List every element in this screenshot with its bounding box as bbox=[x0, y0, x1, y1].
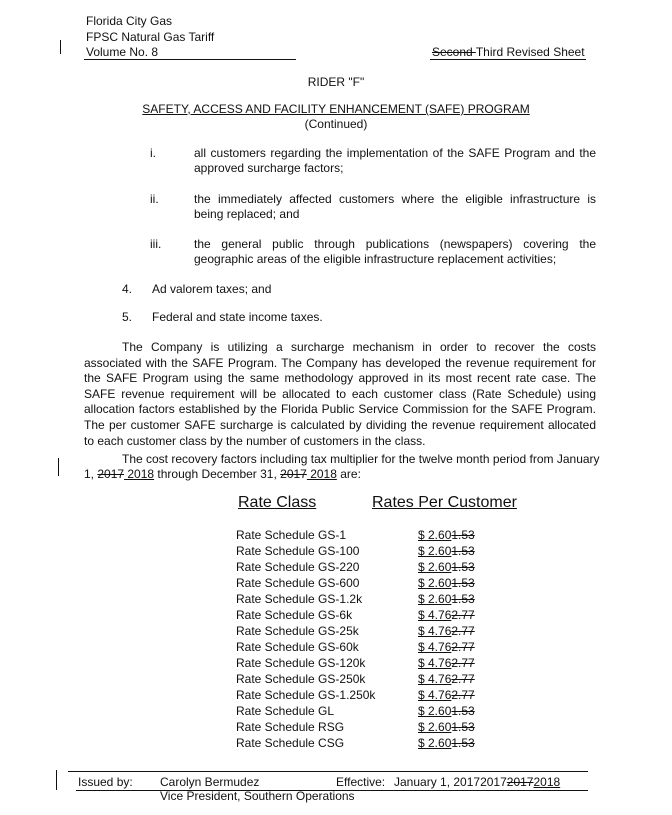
table-row bbox=[236, 656, 486, 672]
rate-new-value: $ 2.60 bbox=[418, 576, 452, 590]
table-row bbox=[236, 592, 486, 608]
rate-new-value: $ 2.60 bbox=[418, 560, 452, 574]
revision-bar-paragraph bbox=[58, 458, 59, 476]
table-row bbox=[236, 736, 486, 752]
table-row bbox=[236, 672, 486, 688]
rate-class-name: Rate Schedule GS-100 bbox=[236, 544, 360, 558]
list-item-number: ii. bbox=[150, 192, 159, 206]
rate-class-name: Rate Schedule GS-250k bbox=[236, 672, 366, 686]
table-row bbox=[236, 560, 486, 576]
table-row bbox=[236, 576, 486, 592]
effective-date-prefix: January 1, 2017 bbox=[394, 775, 481, 789]
list-item-text: Ad valorem taxes; and bbox=[152, 282, 272, 296]
table-row bbox=[236, 608, 486, 624]
rate-new-value: $ 4.76 bbox=[418, 608, 452, 622]
rate-old-value: 1.53 bbox=[451, 720, 475, 734]
continued-label: (Continued) bbox=[304, 117, 368, 131]
rate-old-value: 1.53 bbox=[451, 592, 475, 606]
rates-per-customer-header: Rates Per Customer bbox=[372, 494, 517, 511]
rate-old-value: 2.77 bbox=[451, 640, 475, 654]
revision-bar-footer bbox=[56, 770, 57, 790]
table-row bbox=[236, 688, 486, 704]
issuer-name: Carolyn Bermudez bbox=[160, 775, 260, 789]
rate-old-value: 2.77 bbox=[451, 688, 475, 702]
rate-old-value: 1.53 bbox=[451, 560, 475, 574]
recovery-middle: through December 31, bbox=[154, 467, 281, 481]
rate-value bbox=[418, 576, 475, 590]
rate-class-name: Rate Schedule GS-600 bbox=[236, 576, 360, 590]
rate-new-value: $ 4.76 bbox=[418, 640, 452, 654]
rate-old-value: 2.77 bbox=[451, 656, 475, 670]
volume-number: Volume No. 8 bbox=[86, 45, 159, 59]
rate-class-name: Rate Schedule GS-60k bbox=[236, 640, 359, 654]
revision-bar-header bbox=[60, 40, 61, 54]
effective-date bbox=[394, 775, 560, 789]
table-row bbox=[236, 528, 486, 544]
rate-old-value: 1.53 bbox=[451, 576, 475, 590]
rate-new-value: $ 2.60 bbox=[418, 736, 452, 750]
surcharge-paragraph: The Company is utilizing a surcharge mechanism in order to recover the costs associated with the SAFE Program. The Company has developed the revenue requirement for the SAFE Program using the same methodology approved in its most recent rate case. The SAFE revenue requirement will be allocated to each customer class (Rate Schedule) using allocation factors established by the Florida Public Service Commission for the SAFE Program. The per customer SAFE surcharge is calculated by dividing the revenue requirement allocated to each customer class by the number of customers in the class. bbox=[84, 340, 596, 448]
rate-value bbox=[418, 656, 475, 670]
rate-value bbox=[418, 704, 475, 718]
rate-class-name: Rate Schedule GS-25k bbox=[236, 624, 359, 638]
new-year: 2018 bbox=[124, 467, 155, 481]
sheet-struck-text: Second bbox=[432, 45, 476, 59]
effective-label: Effective: bbox=[336, 775, 386, 789]
rate-new-value: $ 2.60 bbox=[418, 528, 452, 542]
rate-class-name: Rate Schedule GS-120k bbox=[236, 656, 366, 670]
footer-rule-top bbox=[68, 771, 588, 772]
issuer-title: Vice President, Southern Operations bbox=[160, 789, 355, 803]
recovery-suffix: are: bbox=[336, 467, 361, 481]
list-item-number: 5. bbox=[122, 310, 133, 324]
rate-new-value: $ 2.60 bbox=[418, 720, 452, 734]
rate-class-header: Rate Class bbox=[238, 494, 317, 511]
rate-old-value: 1.53 bbox=[451, 736, 475, 750]
rate-new-value: $ 4.76 bbox=[418, 656, 452, 670]
list-item-text: Federal and state income taxes. bbox=[152, 310, 323, 324]
struck-year: 2017 bbox=[97, 467, 125, 481]
sheet-label bbox=[432, 45, 585, 59]
table-row bbox=[236, 544, 486, 560]
rate-new-value: $ 4.76 bbox=[418, 624, 452, 638]
rate-value bbox=[418, 592, 475, 606]
list-item-text: the immediately affected customers where the eligible infrastructure is being replaced; and bbox=[194, 192, 596, 221]
rate-class-name: Rate Schedule GS-1 bbox=[236, 528, 347, 542]
rate-new-value: $ 2.60 bbox=[418, 544, 452, 558]
rate-old-value: 1.53 bbox=[451, 544, 475, 558]
rate-new-value: $ 4.76 bbox=[418, 672, 452, 686]
rate-new-value: $ 4.76 bbox=[418, 688, 452, 702]
rate-value bbox=[418, 608, 475, 622]
effective-date-struck: 2017 bbox=[506, 775, 534, 789]
recovery-prefix: 1, bbox=[84, 467, 98, 481]
rate-value bbox=[418, 736, 475, 750]
rate-class-name: Rate Schedule GS-1.2k bbox=[236, 592, 363, 606]
program-title: SAFETY, ACCESS AND FACILITY ENHANCEMENT (SAFE) PROGRAM bbox=[142, 102, 530, 116]
list-item-text: the general public through publications (newspapers) covering the geographic areas of the eligible infrastructure replacement activities; bbox=[194, 237, 596, 266]
tariff-name: FPSC Natural Gas Tariff bbox=[86, 30, 215, 44]
list-item-number: i. bbox=[150, 146, 156, 160]
rate-value bbox=[418, 560, 475, 574]
table-row bbox=[236, 720, 486, 736]
rate-value bbox=[418, 688, 475, 702]
rate-class-name: Rate Schedule GS-6k bbox=[236, 608, 353, 622]
rate-value bbox=[418, 528, 475, 542]
rate-value bbox=[418, 640, 475, 654]
header-rule-left bbox=[84, 59, 296, 60]
rate-old-value: 2.77 bbox=[451, 608, 475, 622]
rate-class-name: Rate Schedule GS-220 bbox=[236, 560, 360, 574]
table-row bbox=[236, 704, 486, 720]
effective-date-mid: 2017 bbox=[480, 775, 507, 789]
rider-title: RIDER "F" bbox=[307, 75, 365, 89]
recovery-paragraph-line2 bbox=[84, 467, 361, 481]
rate-old-value: 2.77 bbox=[451, 672, 475, 686]
header-rule-right bbox=[430, 59, 586, 60]
rate-new-value: $ 2.60 bbox=[418, 704, 452, 718]
rate-class-name: Rate Schedule GL bbox=[236, 704, 335, 718]
rate-value bbox=[418, 544, 475, 558]
rate-new-value: $ 2.60 bbox=[418, 592, 452, 606]
rate-old-value: 2.77 bbox=[451, 624, 475, 638]
rate-class-name: Rate Schedule RSG bbox=[236, 720, 345, 734]
new-year: 2018 bbox=[306, 467, 337, 481]
table-row bbox=[236, 640, 486, 656]
rate-old-value: 1.53 bbox=[451, 704, 475, 718]
issued-by-label: Issued by: bbox=[78, 775, 133, 789]
rate-value bbox=[418, 672, 475, 686]
recovery-paragraph-line1: The cost recovery factors including tax multiplier for the twelve month period from January bbox=[122, 452, 600, 466]
sheet-new-text: Third Revised Sheet bbox=[475, 45, 585, 59]
list-item-number: iii. bbox=[150, 237, 162, 251]
struck-year: 2017 bbox=[280, 467, 307, 481]
table-row bbox=[236, 624, 486, 640]
rate-value bbox=[418, 720, 475, 734]
list-item-text: all customers regarding the implementation of the SAFE Program and the approved surcharge factors; bbox=[194, 146, 596, 175]
list-item-number: 4. bbox=[122, 282, 133, 296]
rate-value bbox=[418, 624, 475, 638]
rate-class-name: Rate Schedule CSG bbox=[236, 736, 345, 750]
rate-old-value: 1.53 bbox=[451, 528, 475, 542]
company-name: Florida City Gas bbox=[86, 14, 173, 28]
effective-date-new: 2018 bbox=[533, 775, 561, 789]
rate-class-name: Rate Schedule GS-1.250k bbox=[236, 688, 376, 702]
